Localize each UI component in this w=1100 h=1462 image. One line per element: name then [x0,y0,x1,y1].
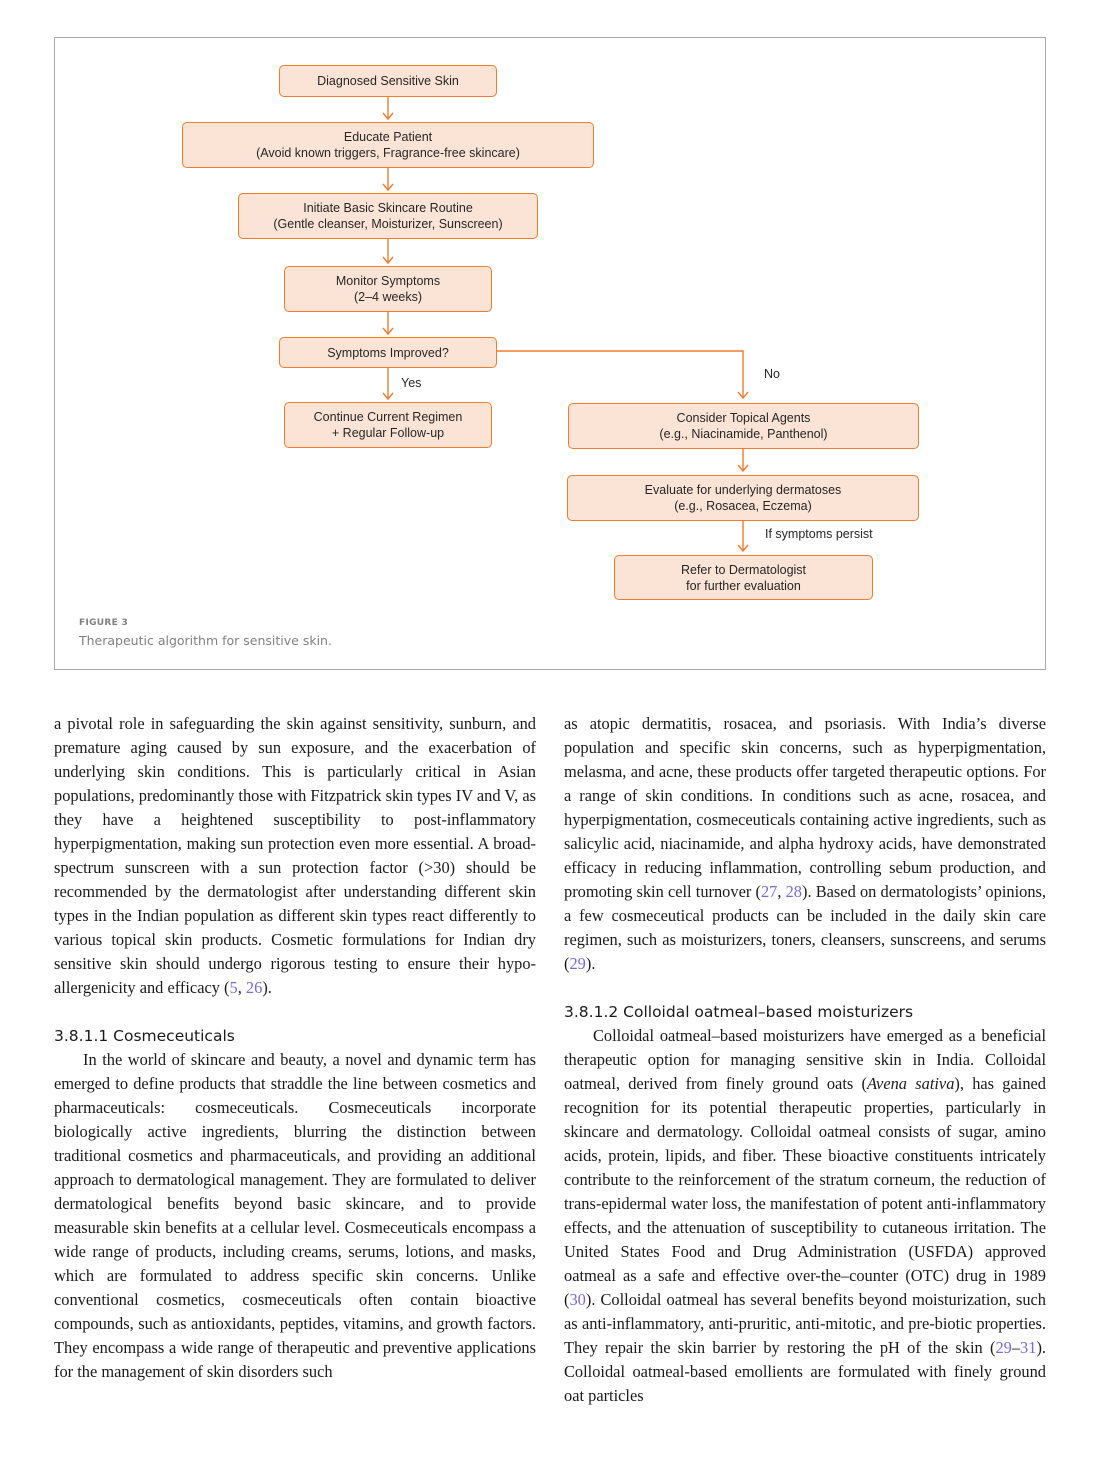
node-consider-topical-agents [568,403,919,449]
node-monitor-symptoms [284,266,492,312]
node-continue-regimen [284,402,492,448]
paragraph-colloidal-oatmeal: Colloidal oatmeal–based moisturizers have emerged as a beneficial therapeutic option for managing sensitive skin in India. Colloidal oatmeal, derived from finely ground oats (Avena sativa), has gained recognition for its potential therapeutic properties, particularly in skincare and dermatology. Colloidal oatmeal consists of sugar, amino acids, protein, lipids, and fiber. These bioactive constituents intricately contribute to the reinforcement of the stratum corneum, the reduction of trans-epidermal water loss, the manifestation of potent anti-inflammatory effects, and the attenuation of susceptibility to cutaneous irritation. The United States Food and Drug Administration (USFDA) approved oatmeal as a safe and effective over-the–counter (OTC) drug in 1989 (30). Colloidal oatmeal has several benefits beyond moisturization, such as anti-inflammatory, anti-pruritic, anti-mitotic, and pre-biotic properties. They repair the skin barrier by restoring the pH of the skin (29–31). Colloidal oatmeal-based emollients are formulated with finely ground oat particles [564,1026,1046,1405]
citation-link[interactable]: 29 [995,1338,1012,1357]
species-name: Avena sativa [866,1074,955,1093]
left-column [54,712,536,1384]
node-initiate-routine [238,193,538,239]
citation-link[interactable]: 5 [229,978,238,997]
node-evaluate-dermatoses [567,475,919,521]
node-title: Monitor Symptoms [335,274,441,288]
node-title: Consider Topical Agents [676,411,811,425]
citation-link[interactable]: 29 [569,954,586,973]
arrow-educate-to-initiate [383,168,393,190]
figure-label: FIGURE 3 [79,618,129,628]
node-symptoms-improved-decision [279,337,497,368]
node-text: Symptoms Improved? [327,345,449,360]
node-text: Diagnosed Sensitive Skin [317,74,459,88]
node-subtitle: for further evaluation [686,578,801,593]
edge-label-yes: Yes [401,376,422,390]
paragraph-cosmeceuticals: In the world of skincare and beauty, a novel and dynamic term has emerged to define products that straddle the line between cosmetics and pharmaceuticals: cosmeceuticals. Cosmeceuticals incorporate biologically active ingredients, blurring the distinction between traditional cosmetics and pharmaceuticals, and providing an additional approach to dermatological management. They are formulated to deliver dermatological benefits beyond basic skincare, and to provide measurable skin benefits at a cellular level. Cosmeceuticals encompass a wide range of products, including creams, serums, lotions, and masks, which are formulated to address specific skin concerns. Unlike conventional cosmetics, cosmeceuticals often contain bioactive compounds, such as antioxidants, peptides, vitamins, and growth factors. They encompass a wide range of therapeutic and preventive applications for the management of skin disorders such [54,1050,536,1381]
arrow-no-to-topical [497,351,748,398]
arrow-yes-to-continue [383,368,393,399]
node-subtitle: (Avoid known triggers, Fragrance-free skincare) [256,146,520,160]
edge-label-if-persist: If symptoms persist [765,527,873,541]
node-subtitle: (2–4 weeks) [353,290,423,304]
node-subtitle: + Regular Follow-up [331,426,445,440]
paragraph-sunscreen: a pivotal role in safeguarding the skin against sensitivity, sunburn, and premature aging caused by sun exposure, and the exacerbation of underlying skin conditions. This is particularly critical in Asian populations, predominantly those with Fitzpatrick skin types IV and V, as they have a heightened susceptibility to post-inflammatory hyperpigmentation, making sun protection even more essential. A broad-spectrum sunscreen with a sun protection factor (>30) should be recommended by the dermatologist after understanding different skin types in the Indian population as different skin types react differently to various topical skin products. Cosmetic formulations for Indian dry sensitive skin should undergo rigorous testing to ensure their hypo-allergenicity and efficacy (5, 26). [54,714,536,997]
node-title: Evaluate for underlying dermatoses [644,483,842,497]
citation-link[interactable]: 28 [785,882,802,901]
node-educate-patient [182,122,594,168]
arrow-initiate-to-monitor [383,239,393,263]
node-subtitle: (Gentle cleanser, Moisturizer, Sunscreen) [273,217,503,231]
arrow-monitor-to-improved [383,312,393,334]
node-title: Educate Patient [343,130,433,144]
node-diagnosed-sensitive-skin [279,65,497,97]
node-title: Initiate Basic Skincare Routine [303,201,473,215]
citation-link[interactable]: 31 [1020,1338,1037,1357]
citation-link[interactable]: 27 [760,882,778,901]
node-refer-dermatologist [614,555,873,600]
citation-link[interactable]: 30 [569,1290,586,1309]
node-title: Refer to Dermatologist [680,562,807,577]
citation-link[interactable]: 26 [245,978,263,997]
figure-caption: Therapeutic algorithm for sensitive skin. [79,633,332,648]
section-heading-cosmeceuticals: 3.8.1.1 Cosmeceuticals [54,1027,235,1045]
arrow-topical-to-evaluate [738,449,748,471]
edge-label-no: No [764,367,780,381]
node-subtitle: (e.g., Rosacea, Eczema) [674,499,812,513]
flowchart-connectors [0,0,1100,680]
node-subtitle: (e.g., Niacinamide, Panthenol) [659,427,828,441]
right-column [564,712,1046,1408]
arrow-evaluate-to-refer [738,521,748,551]
node-title: Continue Current Regimen [313,410,463,424]
arrow-diagnosed-to-educate [383,97,393,119]
section-heading-colloidal-oatmeal: 3.8.1.2 Colloidal oatmeal–based moisturizers [564,1003,914,1021]
paragraph-cosmeceutical-uses: as atopic dermatitis, rosacea, and psoriasis. With India’s diverse population and specific skin concerns, such as hyperpigmentation, melasma, and acne, these products offer targeted therapeutic options. For a range of skin conditions. In conditions such as acne, rosacea, and hyperpigmentation, cosmeceuticals containing active ingredients, such as salicylic acid, niacinamide, and alpha hydroxy acids, have demonstrated efficacy in reducing inflammation, controlling sebum production, and promoting skin cell turnover (27, 28). Based on dermatologists’ opinions, a few cosmeceutical products can be included in the daily skin care regimen, such as moisturizers, toners, cleansers, sunscreens, and serums (29). [564,714,1046,973]
